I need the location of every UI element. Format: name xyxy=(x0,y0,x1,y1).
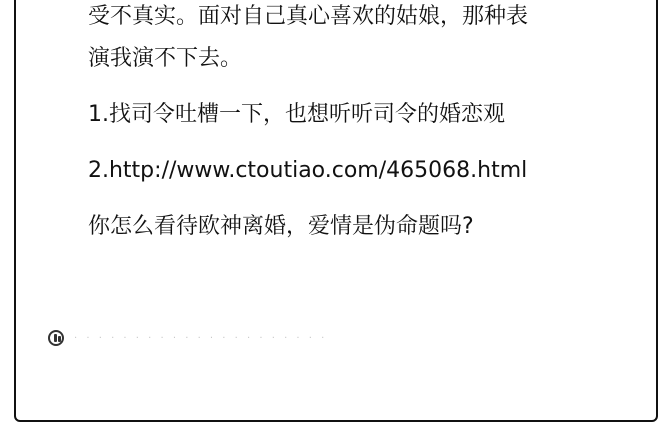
question-text: 你怎么看待欧神离婚，爱情是伪命题吗? xyxy=(88,214,474,239)
watermark-text: · · · · · · · · · · · · · · · · · · · · · xyxy=(74,332,328,344)
source-logo-icon xyxy=(48,330,64,346)
source-footer xyxy=(48,328,327,348)
article-text-line-2: 演我演不下去。 xyxy=(88,46,243,71)
list-item-2-link[interactable]: 2.http://www.ctoutiao.com/465068.html xyxy=(88,158,528,183)
article-text-line-1: 受不真实。面对自己真心喜欢的姑娘，那种表 xyxy=(88,4,529,29)
list-item-1: 1.找司令吐槽一下，也想听听司令的婚恋观 xyxy=(88,102,505,127)
